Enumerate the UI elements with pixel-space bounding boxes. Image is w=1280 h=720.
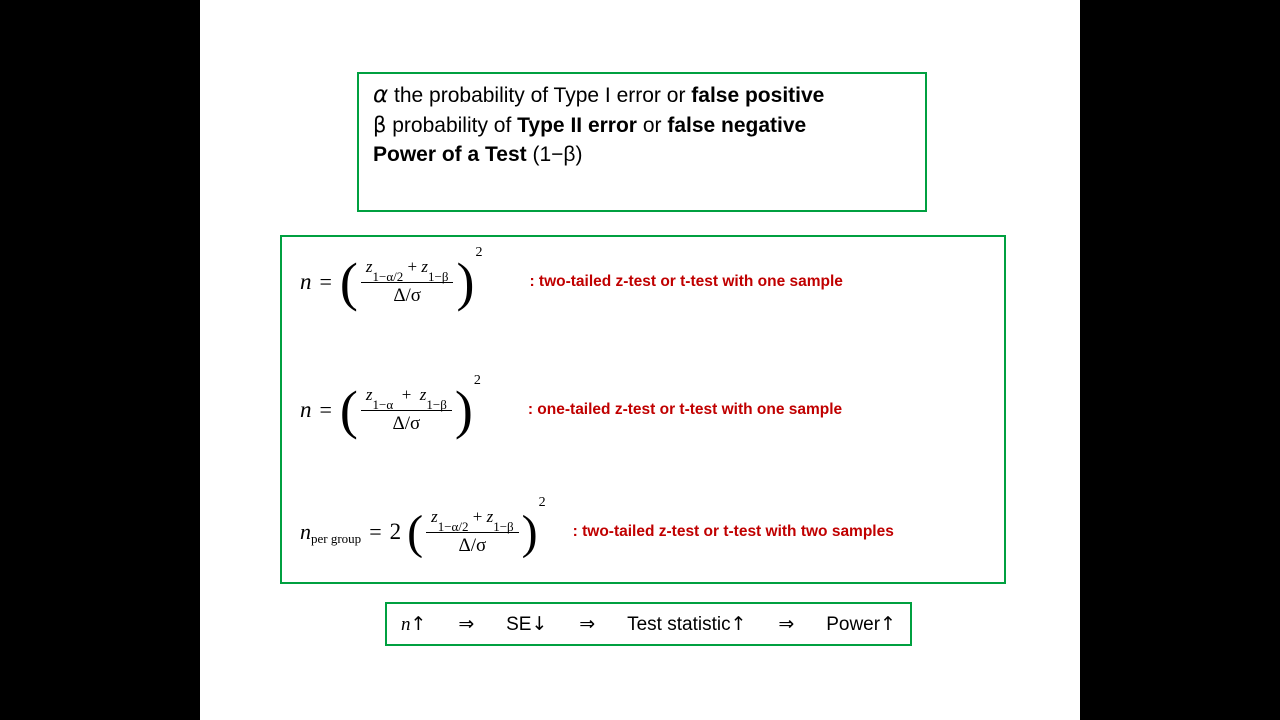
formula-2-equals: =	[319, 397, 332, 423]
formula-1-denominator: Δ/σ	[393, 285, 422, 307]
implies-icon-2: ⇒	[579, 613, 596, 635]
chain-box	[385, 602, 912, 646]
formula-2-denominator: Δ/σ	[392, 413, 421, 435]
arrow-down-icon: ↓	[531, 612, 548, 635]
definition-line-power	[373, 144, 917, 165]
chain-n-label: n	[401, 613, 411, 635]
definition-line-beta	[373, 115, 917, 136]
formula-3-lhs	[300, 519, 361, 545]
formula-3-lhs-subscript: per group	[311, 531, 362, 547]
formula-3-paren-group	[407, 495, 546, 559]
formula-2-lhs: n	[300, 397, 312, 423]
power-text: (1−β)	[526, 143, 583, 166]
formula-1-note: : two-tailed z-test or t-test with one sample	[529, 273, 843, 291]
formula-expression-1	[300, 245, 483, 313]
chain-test-statistic-label: Test statistic	[627, 613, 731, 635]
formula-2-numerator: $z_{1-\alpha} + z_{1-\beta}$	[365, 385, 447, 413]
formula-expression-2	[300, 373, 481, 441]
beta-bold-a: Type II error	[517, 114, 637, 137]
beta-text-b: or	[636, 114, 668, 137]
chain-item-power	[826, 613, 896, 636]
formula-2-fraction	[361, 385, 452, 435]
formula-1-paren-group	[339, 245, 483, 313]
definitions-box	[357, 72, 927, 212]
formula-3-fraction	[426, 507, 519, 557]
right-paren-icon: )	[521, 505, 538, 559]
left-paren-icon: (	[407, 505, 424, 559]
alpha-text: the probability of Type I error or	[388, 84, 692, 107]
implies-icon-1: ⇒	[458, 613, 475, 635]
beta-bold-b: false negative	[667, 114, 807, 137]
beta-symbol: β	[373, 113, 387, 137]
formula-2-paren-group	[339, 373, 481, 441]
right-paren-icon: )	[456, 252, 475, 313]
formula-3-denominator: Δ/σ	[458, 535, 487, 557]
chain-item-test-statistic	[627, 613, 746, 636]
formula-1-exponent: 2	[475, 245, 483, 260]
left-paren-icon: (	[339, 252, 358, 313]
formulas-box	[280, 235, 1006, 584]
formula-3-equals: =	[369, 519, 382, 545]
formula-1-equals: =	[319, 269, 332, 295]
formula-row-two-tailed-one-sample	[300, 245, 843, 313]
chain-se-label: SE	[506, 613, 532, 635]
arrow-up-icon: ↑	[730, 612, 747, 635]
beta-text-a: probability of	[386, 114, 518, 137]
formula-3-note: : two-tailed z-test or t-test with two samples	[572, 523, 894, 541]
formula-1-lhs: n	[300, 269, 312, 295]
formula-1-numerator: $z_{1-\alpha/2} + z_{1-\beta}$	[365, 257, 449, 285]
left-paren-icon: (	[339, 380, 358, 441]
formula-2-note: : one-tailed z-test or t-test with one sample	[527, 401, 843, 419]
implies-icon-3: ⇒	[778, 613, 795, 635]
arrow-up-icon: ↑	[410, 612, 427, 635]
chain-item-se	[506, 613, 547, 636]
definition-line-alpha	[373, 84, 917, 107]
formula-3-coefficient: 2	[389, 519, 402, 545]
formula-3-exponent: 2	[538, 495, 546, 510]
formula-expression-3	[300, 495, 546, 559]
chain-power-label: Power	[826, 613, 881, 635]
arrow-up-icon: ↑	[880, 612, 896, 635]
formula-row-one-tailed-one-sample	[300, 373, 843, 441]
alpha-bold-text: false positive	[691, 84, 825, 107]
formula-1-fraction	[361, 257, 454, 307]
formula-3-lhs-n: n	[300, 519, 311, 545]
formula-3-numerator: $z_{1-\alpha/2} + z_{1-\beta}$	[431, 507, 514, 535]
right-paren-icon: )	[454, 380, 473, 441]
alpha-symbol: α	[373, 82, 389, 108]
formula-row-two-tailed-two-samples	[300, 495, 894, 559]
slide-canvas	[200, 0, 1080, 720]
power-bold: Power of a Test	[373, 143, 527, 166]
formula-2-exponent: 2	[473, 373, 481, 388]
chain-item-n	[401, 613, 426, 636]
